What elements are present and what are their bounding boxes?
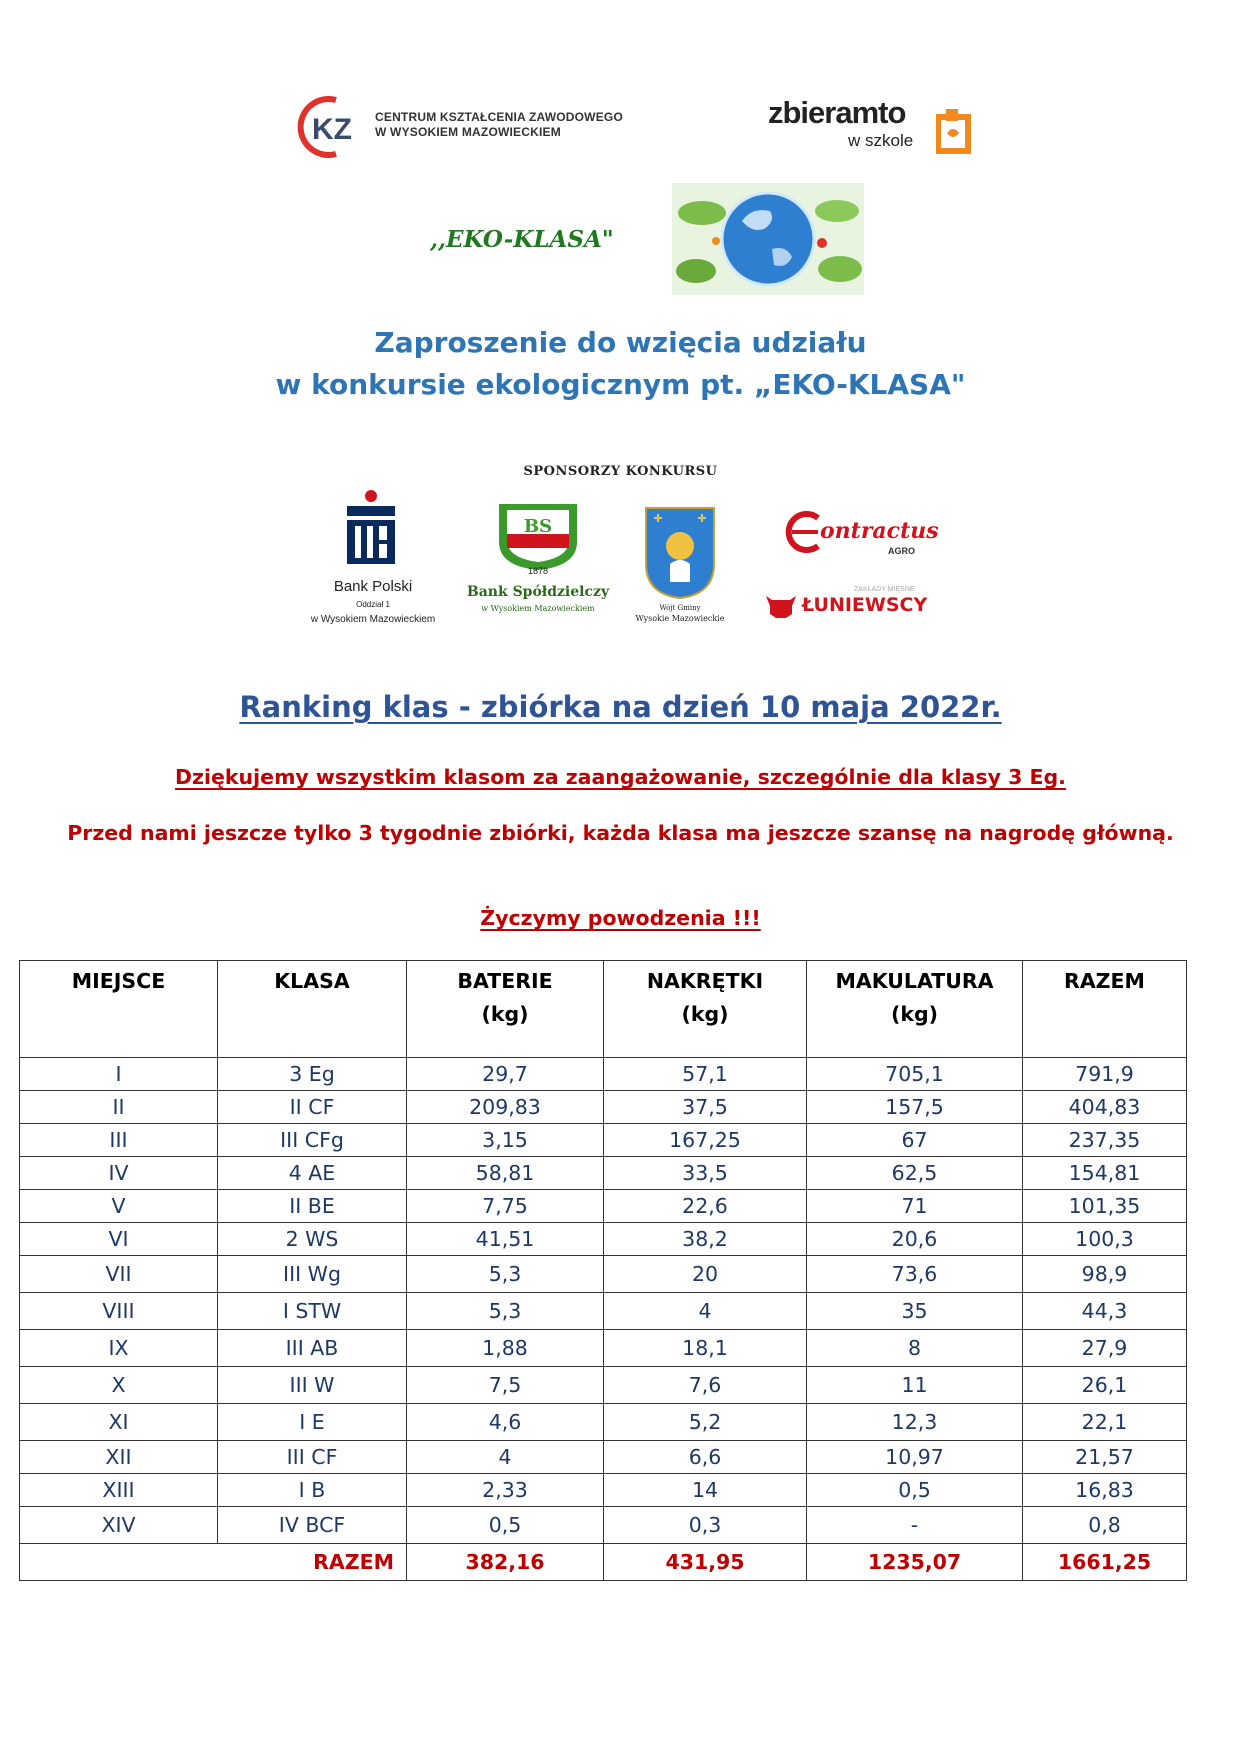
- table-header-row: [20, 961, 1187, 1058]
- zbieramto-logo: [768, 95, 914, 150]
- table-row: I 3 Eg 29,7 57,1 705,1 791,9: [20, 1058, 1187, 1091]
- header-place: MIEJSCE: [20, 961, 218, 1058]
- contractus-logo-icon: [780, 510, 824, 554]
- table-row: IX III AB 1,88 18,1 8 27,9: [20, 1330, 1187, 1367]
- bs-logo-icon: [495, 500, 581, 572]
- header-total: RAZEM: [1023, 961, 1187, 1058]
- wish-text: Życzymy powodzenia !!!: [480, 906, 761, 930]
- ckz-name: CENTRUM KSZTAŁCENIA ZAWODOWEGO W WYSOKIEM MAZOWIECKIEM: [375, 110, 623, 139]
- globe-icon: [672, 183, 864, 295]
- header-paper: MAKULATURA (kg): [807, 961, 1023, 1058]
- sponsors-heading: SPONSORZY KONKURSU: [523, 464, 718, 479]
- header-batteries: BATERIE (kg): [407, 961, 604, 1058]
- table-row: II II CF 209,83 37,5 157,5 404,83: [20, 1091, 1187, 1124]
- table-row: VIII I STW 5,3 4 35 44,3: [20, 1293, 1187, 1330]
- coat-of-arms-icon: [644, 506, 716, 600]
- info-text: Przed nami jeszcze tylko 3 tygodnie zbiórki, każda klasa ma jeszcze szansę na nagrodę główną.: [67, 821, 1174, 845]
- zbieramto-sub: w szkole: [848, 131, 914, 150]
- table-row: XII III CF 4 6,6 10,97 21,57: [20, 1441, 1187, 1474]
- ranking-title: Ranking klas - zbiórka na dzień 10 maja 2022r.: [239, 690, 1002, 724]
- table-row: XIV IV BCF 0,5 0,3 - 0,8: [20, 1507, 1187, 1544]
- invitation-text: Zaproszenie do wzięcia udziału w konkursie ekologicznym pt. „EKO-KLASA": [275, 326, 966, 401]
- table-row: III III CFg 3,15 167,25 67 237,35: [20, 1124, 1187, 1157]
- recycle-box-icon: [936, 109, 972, 155]
- total-batteries: 382,16: [407, 1544, 604, 1581]
- table-row: V II BE 7,75 22,6 71 101,35: [20, 1190, 1187, 1223]
- table-row: VI 2 WS 41,51 38,2 20,6 100,3: [20, 1223, 1187, 1256]
- globe-image: [672, 183, 864, 295]
- ranking-table: [19, 960, 1187, 1581]
- ckz-logo-icon: [292, 92, 372, 162]
- table-row: X III W 7,5 7,6 11 26,1: [20, 1367, 1187, 1404]
- bs-mark: BS: [523, 516, 553, 537]
- thanks-text: Dziękujemy wszystkim klasom za zaangażowanie, szczególnie dla klasy 3 Eg.: [175, 765, 1066, 789]
- table-row: VII III Wg 5,3 20 73,6 98,9: [20, 1256, 1187, 1293]
- bull-icon: [764, 590, 798, 620]
- table-row: XIII I B 2,33 14 0,5 16,83: [20, 1474, 1187, 1507]
- total-label: RAZEM: [20, 1544, 407, 1581]
- zbieramto-title: zbieramto: [768, 95, 906, 130]
- table-row: IV 4 AE 58,81 33,5 62,5 154,81: [20, 1157, 1187, 1190]
- total-total: 1661,25: [1023, 1544, 1187, 1581]
- header-caps: NAKRĘTKI (kg): [604, 961, 807, 1058]
- header-class: KLASA: [218, 961, 407, 1058]
- total-paper: 1235,07: [807, 1544, 1023, 1581]
- table-row: XI I E 4,6 5,2 12,3 22,1: [20, 1404, 1187, 1441]
- table-total-row: [20, 1544, 1187, 1581]
- pko-logo-icon: [343, 490, 399, 568]
- total-caps: 431,95: [604, 1544, 807, 1581]
- eko-klasa-title: ,,EKO-KLASA": [430, 226, 614, 253]
- ckz-mark: KZ: [312, 113, 352, 146]
